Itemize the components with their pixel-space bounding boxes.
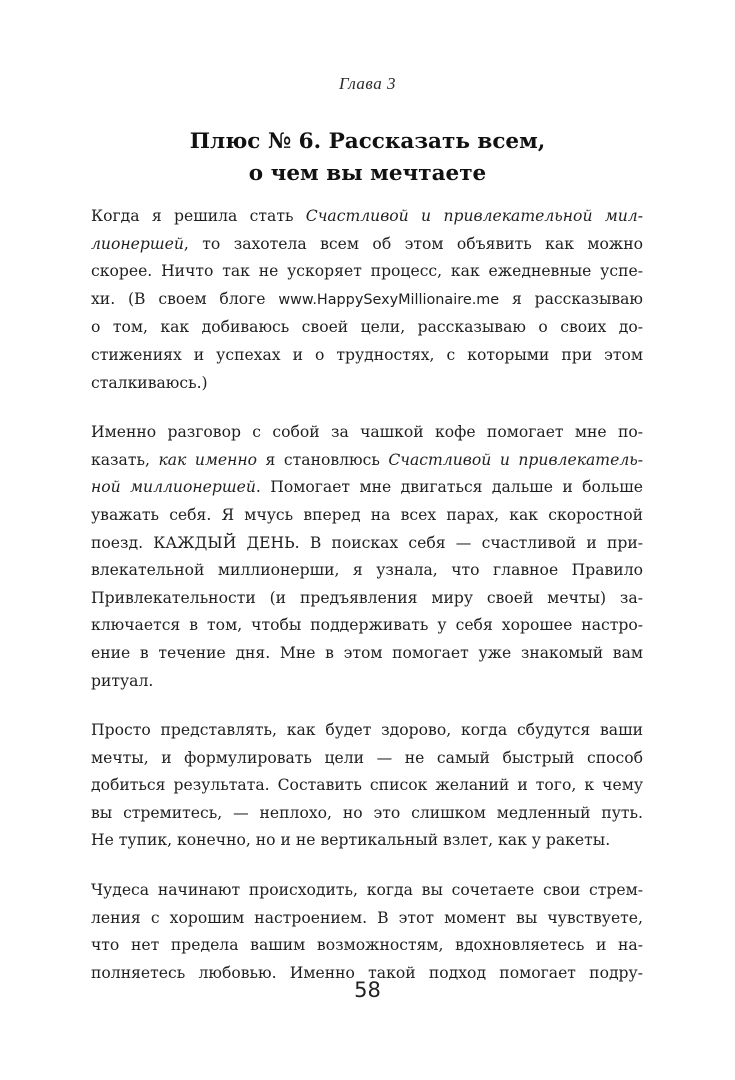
text-line: Не тупик, конечно, но и не вертикальный взлет, как у ракеты. (91, 831, 611, 850)
text-line: ение в течение дня. Мне в этом помогает уже знакомый вам (91, 643, 643, 662)
text-line: вы стремитесь, — неплохо, но это слишком медленный путь. (91, 803, 643, 822)
text-line: Привлекательности (и предъявления миру своей мечты) за- (91, 588, 643, 607)
text-line: скорее. Ничто так не ускоряет процесс, как ежедневные успе- (91, 262, 643, 281)
text-line: мечты, и формулировать цели — не самый быстрый способ (91, 748, 643, 767)
text-line: лионершей, то захотела всем об этом объявить как можно (91, 234, 643, 253)
paragraph-3 (91, 717, 643, 855)
paragraph-2 (91, 419, 643, 695)
blog-url: www.HappySexyMillionaire.me (278, 291, 500, 308)
text-line: казать, как именно я становлюсь Счастливой и привлекатель- (91, 450, 644, 469)
text-line: Именно разговор с собой за чашкой кофе помогает мне по- (91, 423, 643, 442)
text-line: влекательной миллионерши, я узнала, что главное Правило (91, 561, 643, 580)
text-line: сталкиваюсь.) (91, 373, 208, 392)
text-line: Когда я решила стать Счастливой и привлекательной мил- (91, 207, 643, 225)
section-title-line-2: о чем вы мечтаете (248, 161, 487, 186)
chapter-header: Глава 3 (339, 74, 396, 93)
text-line: полняетесь любовью. Именно такой подход помогает подру- (91, 963, 643, 982)
page-number: 58 (354, 978, 381, 1002)
text-line: ритуал. (91, 671, 154, 690)
body-text (91, 203, 643, 1009)
text-line: добиться результата. Составить список желаний и того, к чему (91, 776, 643, 795)
section-title-line-1: Плюс № 6. Рассказать всем, (189, 129, 546, 154)
text-line: хи. (В своем блоге www.HappySexyMillionaire.me я рассказываю (91, 289, 644, 308)
text-line: ления с хорошим настроением. В этот момент вы чувствуете, (91, 908, 643, 927)
text-line: о том, как добиваюсь своей цели, рассказываю о своих до- (91, 318, 643, 337)
text-line: уважать себя. Я мчусь вперед на всех парах, как скоростной (91, 505, 643, 524)
section-title (90, 126, 645, 190)
text-line: ключается в том, чтобы поддерживать у себя хорошее настро- (91, 616, 643, 635)
paragraph-1 (91, 203, 643, 397)
paragraph-4 (91, 877, 643, 987)
text-line: Чудеса начинают происходить, когда вы сочетаете свои стрем- (91, 881, 643, 900)
text-line: стижениях и успехах и о трудностях, с которыми при этом (91, 345, 643, 364)
text-line: Просто представлять, как будет здорово, когда сбудутся ваши (91, 721, 643, 740)
text-line: поезд. КАЖДЫЙ ДЕНЬ. В поисках себя — счастливой и при- (91, 533, 643, 552)
text-line: что нет предела вашим возможностям, вдохновляетесь и на- (91, 936, 643, 955)
text-line: ной миллионершей. Помогает мне двигаться дальше и больше (91, 478, 644, 497)
